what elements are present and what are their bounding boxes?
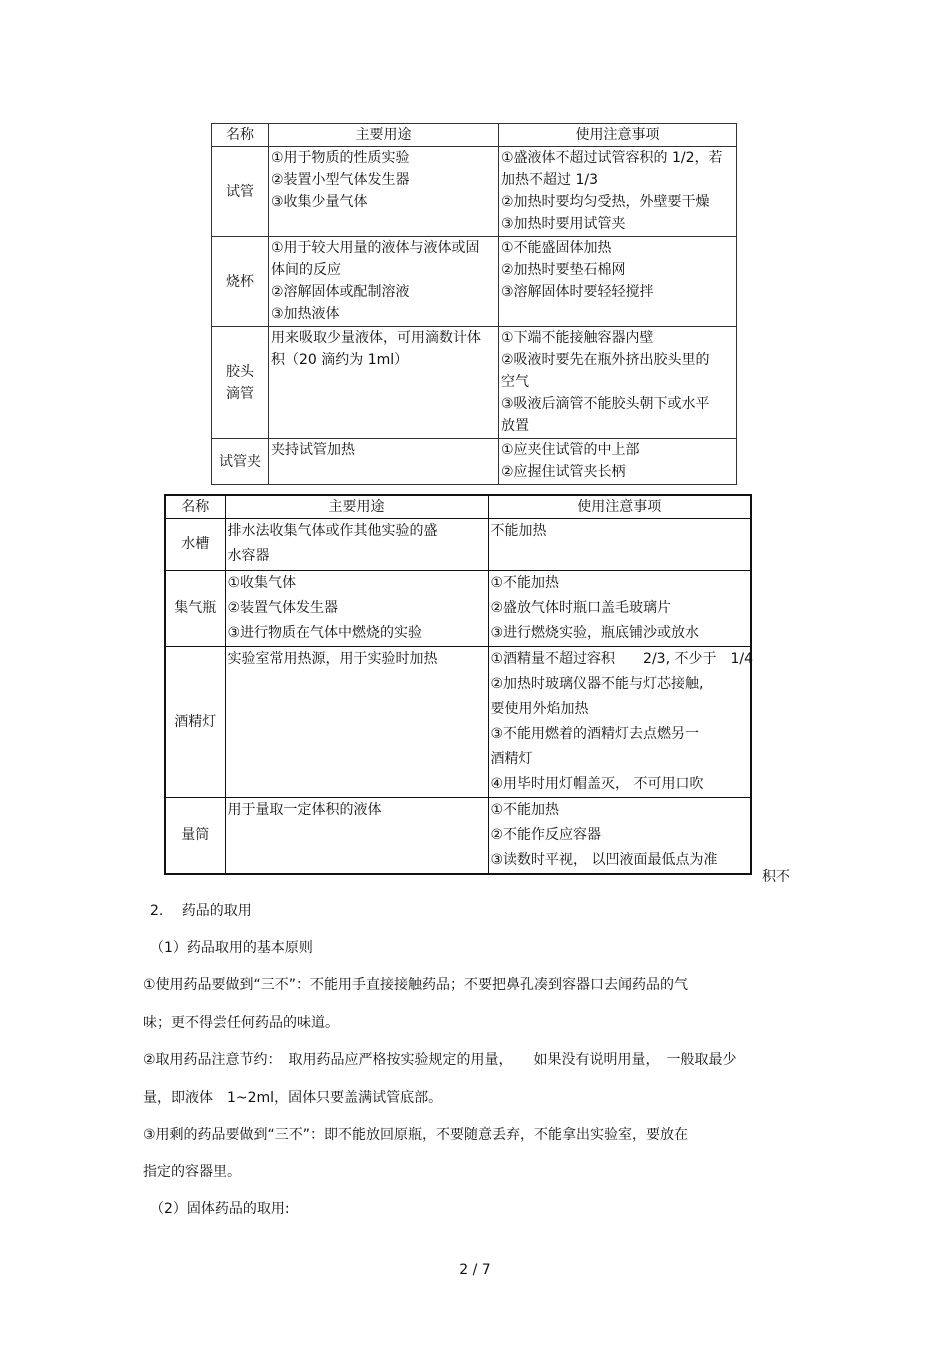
- uses-line: ③收集少量气体: [271, 194, 368, 210]
- instrument-table-2: [164, 494, 752, 875]
- notes-line: ②加热时玻璃仪器不能与灯芯接触,: [490, 676, 704, 692]
- notes-line: ③加热时要用试管夹: [501, 216, 626, 232]
- instrument-name: 酒精灯: [165, 647, 225, 798]
- notes-line: ③不能用燃着的酒精灯去点燃另一: [490, 726, 700, 742]
- notes-cell: [488, 519, 751, 571]
- notes-cell: [499, 327, 737, 439]
- uses-line: ①用于较大用量的液体与液体或固: [271, 240, 480, 256]
- uses-line: ①收集气体: [227, 575, 297, 591]
- notes-line: ③读数时平视， 以凹液面最低点为准: [490, 852, 718, 868]
- uses-cell: [225, 798, 488, 875]
- uses-line: 用来吸取少量液体，可用滴数计体: [271, 330, 481, 346]
- notes-cell: [499, 237, 737, 327]
- uses-line: 排水法收集气体或作其他实验的盛: [227, 523, 438, 539]
- notes-line: 空气: [501, 374, 529, 390]
- notes-line: 酒精灯: [490, 751, 533, 767]
- uses-line: 积（20 滴约为 1ml）: [271, 352, 409, 368]
- notes-cell: [499, 439, 737, 485]
- stray-text: 积不: [762, 869, 790, 885]
- notes-line: ③吸液后滴管不能胶头朝下或水平: [501, 396, 710, 412]
- notes-line: 不能加热: [490, 523, 547, 539]
- notes-cell: [499, 147, 737, 237]
- table-row: [212, 439, 737, 485]
- header-name: 名称: [165, 495, 225, 519]
- header-uses: 主要用途: [225, 495, 488, 519]
- uses-line: ③进行物质在气体中燃烧的实验: [227, 625, 423, 641]
- paragraph-line: ②取用药品注意节约： 取用药品应严格按实验规定的用量， 如果没有说明用量， 一般取最少: [143, 1052, 737, 1068]
- uses-line: 体间的反应: [271, 262, 341, 278]
- notes-line: ①不能加热: [490, 575, 560, 591]
- instrument-name-line: 滴管: [226, 385, 254, 402]
- uses-cell: [269, 147, 499, 237]
- table-row: [165, 571, 751, 647]
- page-number: 2 / 7: [459, 1262, 491, 1278]
- notes-line: ①应夹住试管的中上部: [501, 442, 640, 458]
- table-row: [212, 327, 737, 439]
- uses-line: ②溶解固体或配制溶液: [271, 284, 410, 300]
- notes-line: ②应握住试管夹长柄: [501, 464, 626, 480]
- uses-line: ③加热液体: [271, 306, 340, 322]
- notes-line: ①酒精量不超过容积 2/3, 不少于 1/4: [490, 651, 754, 667]
- paragraph-line: ①使用药品要做到“三不”：不能用手直接接触药品；不要把鼻孔凑到容器口去闻药品的气: [143, 977, 689, 993]
- uses-line: ②装置小型气体发生器: [271, 172, 410, 188]
- header-notes: 使用注意事项: [499, 124, 737, 147]
- table-row: [165, 647, 751, 798]
- instrument-name: 烧杯: [212, 237, 269, 327]
- uses-line: 实验室常用热源，用于实验时加热: [227, 651, 438, 667]
- instrument-name: 试管: [212, 147, 269, 237]
- notes-line: ②加热时要均匀受热，外壁要干燥: [501, 194, 710, 210]
- uses-cell: [225, 647, 488, 798]
- paragraph-line: 味；更不得尝任何药品的味道。: [143, 1015, 339, 1031]
- notes-line: ②加热时要垫石棉网: [501, 262, 626, 278]
- table-row: [212, 147, 737, 237]
- instrument-name: 水槽: [165, 519, 225, 571]
- uses-cell: [225, 571, 488, 647]
- instrument-name: 量筒: [165, 798, 225, 875]
- table-row: [165, 798, 751, 875]
- subheading: （2）固体药品的取用:: [150, 1201, 290, 1217]
- table-row: [212, 237, 737, 327]
- notes-line: ②吸液时要先在瓶外挤出胶头里的: [501, 352, 710, 368]
- table-row: [165, 519, 751, 571]
- instrument-name: 试管夹: [212, 439, 269, 485]
- notes-line: ④用毕时用灯帽盖灭， 不可用口吹: [490, 776, 704, 792]
- uses-line: ②装置气体发生器: [227, 600, 339, 616]
- header-name: 名称: [212, 124, 269, 147]
- notes-line: 放置: [501, 418, 529, 434]
- instrument-name: [212, 327, 269, 439]
- uses-cell: [269, 439, 499, 485]
- notes-line: ①不能盛固体加热: [501, 240, 612, 256]
- subheading: （1）药品取用的基本原则: [150, 940, 313, 956]
- notes-cell: [488, 647, 754, 798]
- notes-line: 加热不超过 1/3: [501, 172, 598, 188]
- paragraph-line: ③用剩的药品要做到“三不”：即不能放回原瓶，不要随意丢弃，不能拿出实验室，要放在: [143, 1127, 689, 1143]
- instrument-name: 集气瓶: [165, 571, 225, 647]
- uses-cell: [269, 237, 499, 327]
- header-uses: 主要用途: [269, 124, 499, 147]
- table-header-row: [212, 124, 737, 147]
- notes-line: ①下端不能接触容器内壁: [501, 330, 654, 346]
- notes-line: 要使用外焰加热: [490, 701, 589, 717]
- paragraph-line: 量，即液体 1~2ml，固体只要盖满试管底部。: [143, 1090, 443, 1106]
- uses-cell: [225, 519, 488, 571]
- instrument-table-1: [211, 123, 737, 485]
- paragraph-line: 指定的容器里。: [143, 1164, 241, 1180]
- uses-line: 用于量取一定体积的液体: [227, 802, 382, 818]
- table-header-row: [165, 495, 751, 519]
- notes-line: ②盛放气体时瓶口盖毛玻璃片: [490, 600, 672, 616]
- instrument-name-line: 胶头: [226, 363, 254, 380]
- uses-line: ①用于物质的性质实验: [271, 150, 410, 166]
- notes-line: ①盛液体不超过试管容积的 1/2，若: [501, 150, 723, 166]
- notes-line: ③溶解固体时要轻轻搅拌: [501, 284, 654, 300]
- uses-cell: [269, 327, 499, 439]
- notes-cell: [488, 571, 751, 647]
- notes-cell: [488, 798, 751, 875]
- notes-line: ③进行燃烧实验，瓶底铺沙或放水: [490, 625, 700, 641]
- uses-line: 水容器: [227, 548, 270, 564]
- notes-line: ①不能加热: [490, 802, 560, 818]
- header-notes: 使用注意事项: [488, 495, 751, 519]
- notes-line: ②不能作反应容器: [490, 827, 602, 843]
- section-heading: 2. 药品的取用: [150, 903, 252, 919]
- uses-line: 夹持试管加热: [271, 442, 355, 458]
